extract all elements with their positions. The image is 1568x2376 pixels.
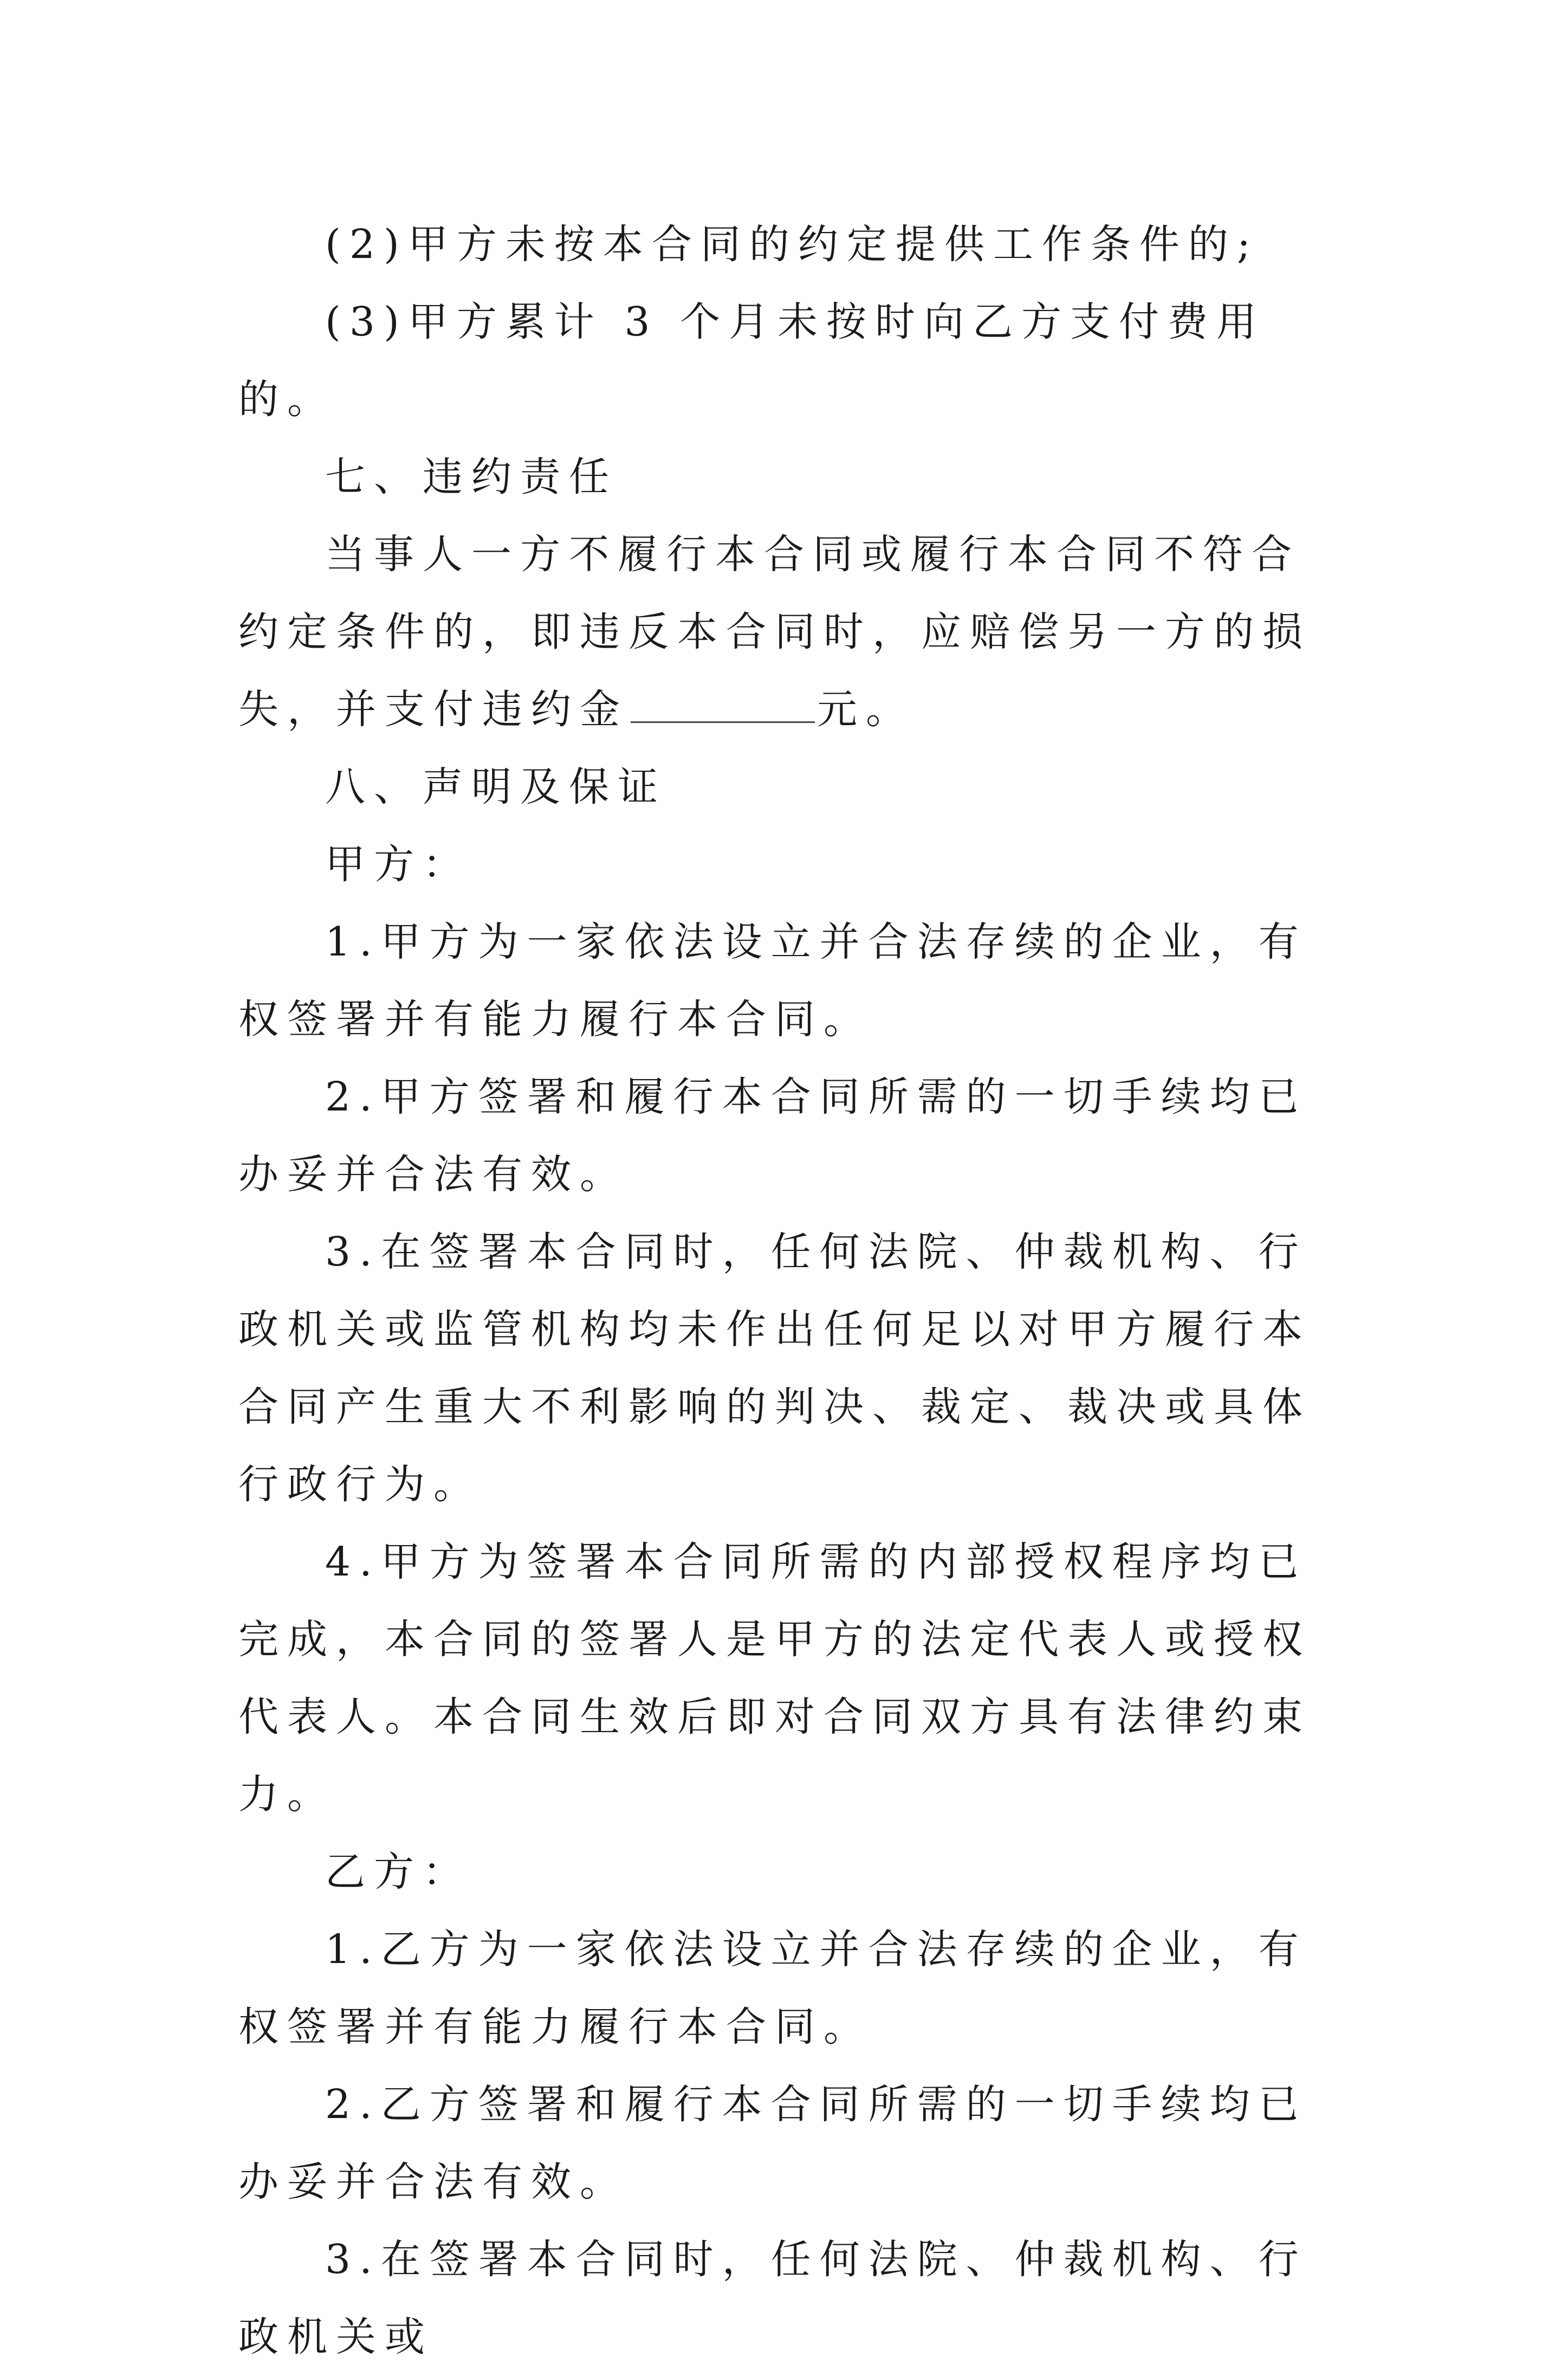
section-heading-declarations: 八、声明及保证 [325, 764, 666, 810]
section-heading-breach: 七、违约责任 [325, 454, 618, 500]
clause-2-line: (2)甲方未按本合同的约定提供工作条件的; [325, 221, 1259, 268]
party-b-label: 乙方： [325, 1849, 471, 1895]
penalty-amount-blank [631, 689, 815, 723]
party-b-item-2: 2.乙方签署和履行本合同所需的一切手续均已办妥并合法有效。 [238, 2081, 1307, 2205]
party-a-label: 甲方： [325, 841, 471, 888]
document-body [238, 206, 1333, 2376]
breach-paragraph-suffix: 元。 [817, 686, 915, 733]
breach-paragraph [238, 516, 1333, 748]
breach-paragraph-text: 当事人一方不履行本合同或履行本合同不符合约定条件的，即违反本合同时，应赔偿另一方的损失，并支付违约金 [238, 531, 1311, 733]
party-b-item-3: 3.在签署本合同时，任何法院、仲裁机构、行政机关或 [238, 2236, 1307, 2360]
party-a-item-3: 3.在签署本合同时，任何法院、仲裁机构、行政机关或监管机构均未作出任何足以对甲方履行本合同产生重大不利影响的判决、裁定、裁决或具体行政行为。 [238, 1229, 1311, 1508]
party-a-item-1: 1.甲方为一家依法设立并合法存续的企业，有权签署并有能力履行本合同。 [238, 919, 1307, 1043]
clause-3-line: (3)甲方累计 3 个月未按时向乙方支付费用的。 [238, 299, 1265, 423]
party-b-item-1: 1.乙方为一家依法设立并合法存续的企业，有权签署并有能力履行本合同。 [238, 1926, 1307, 2050]
party-a-item-4: 4.甲方为签署本合同所需的内部授权程序均已完成，本合同的签署人是甲方的法定代表人或授权代表人。本合同生效后即对合同双方具有法律约束力。 [238, 1539, 1311, 1818]
party-a-item-2: 2.甲方签署和履行本合同所需的一切手续均已办妥并合法有效。 [238, 1074, 1307, 1198]
